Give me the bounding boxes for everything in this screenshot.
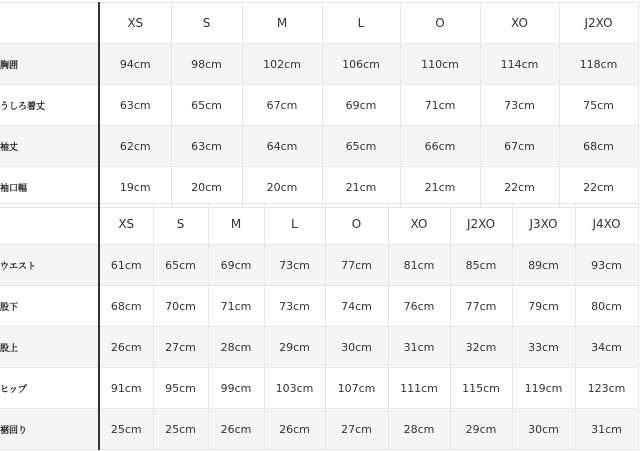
table-row xyxy=(0,85,638,126)
top-size-header: O xyxy=(400,3,480,44)
table-row xyxy=(0,409,638,450)
measurement-cell: 30cm xyxy=(512,409,575,450)
top-size-header: XO xyxy=(480,3,559,44)
measurement-cell: 31cm xyxy=(575,409,638,450)
table-row xyxy=(0,126,638,167)
top-size-header: M xyxy=(242,3,322,44)
measurement-cell: 25cm xyxy=(153,409,208,450)
row-label: 袖丈 xyxy=(0,126,99,167)
measurement-cell: 26cm xyxy=(264,409,325,450)
measurement-cell: 94cm xyxy=(99,44,171,85)
measurement-cell: 99cm xyxy=(208,368,264,409)
measurement-cell: 71cm xyxy=(208,286,264,327)
measurement-cell: 19cm xyxy=(99,167,171,208)
measurement-cell: 77cm xyxy=(450,286,512,327)
measurement-cell: 81cm xyxy=(388,245,450,286)
bottom-size-header: O xyxy=(325,204,388,245)
measurement-cell: 123cm xyxy=(575,368,638,409)
measurement-cell: 27cm xyxy=(153,327,208,368)
measurement-cell: 70cm xyxy=(153,286,208,327)
measurement-cell: 74cm xyxy=(325,286,388,327)
measurement-cell: 64cm xyxy=(242,126,322,167)
row-label: 袖口幅 xyxy=(0,167,99,208)
top-size-table xyxy=(0,2,639,208)
measurement-cell: 26cm xyxy=(208,409,264,450)
top-size-header: S xyxy=(171,3,242,44)
measurement-cell: 89cm xyxy=(512,245,575,286)
measurement-cell: 68cm xyxy=(559,126,638,167)
top-size-header-row xyxy=(0,3,638,44)
top-size-header: J2XO xyxy=(559,3,638,44)
measurement-cell: 32cm xyxy=(450,327,512,368)
measurement-cell: 63cm xyxy=(171,126,242,167)
row-label: 胸囲 xyxy=(0,44,99,85)
measurement-cell: 80cm xyxy=(575,286,638,327)
bottom-size-header: L xyxy=(264,204,325,245)
measurement-cell: 73cm xyxy=(264,286,325,327)
measurement-cell: 22cm xyxy=(480,167,559,208)
row-label: 股下 xyxy=(0,286,99,327)
measurement-cell: 110cm xyxy=(400,44,480,85)
measurement-cell: 61cm xyxy=(99,245,153,286)
bottom-size-header: J2XO xyxy=(450,204,512,245)
measurement-cell: 30cm xyxy=(325,327,388,368)
measurement-cell: 65cm xyxy=(153,245,208,286)
measurement-cell: 29cm xyxy=(450,409,512,450)
measurement-cell: 67cm xyxy=(242,85,322,126)
table-row xyxy=(0,167,638,208)
measurement-cell: 118cm xyxy=(559,44,638,85)
bottom-size-header: XS xyxy=(99,204,153,245)
top-corner-cell xyxy=(0,3,99,44)
measurement-cell: 26cm xyxy=(99,327,153,368)
measurement-cell: 21cm xyxy=(400,167,480,208)
bottom-corner-cell xyxy=(0,204,99,245)
table-row xyxy=(0,286,638,327)
table-row xyxy=(0,368,638,409)
measurement-cell: 119cm xyxy=(512,368,575,409)
bottom-size-header-row xyxy=(0,204,638,245)
measurement-cell: 93cm xyxy=(575,245,638,286)
row-label: うしろ着丈 xyxy=(0,85,99,126)
measurement-cell: 25cm xyxy=(99,409,153,450)
row-label: ヒップ xyxy=(0,368,99,409)
row-label: 裾回り xyxy=(0,409,99,450)
bottom-size-table xyxy=(0,203,639,450)
measurement-cell: 103cm xyxy=(264,368,325,409)
measurement-cell: 62cm xyxy=(99,126,171,167)
bottom-size-header: S xyxy=(153,204,208,245)
measurement-cell: 27cm xyxy=(325,409,388,450)
measurement-cell: 29cm xyxy=(264,327,325,368)
measurement-cell: 111cm xyxy=(388,368,450,409)
measurement-cell: 76cm xyxy=(388,286,450,327)
measurement-cell: 75cm xyxy=(559,85,638,126)
bottom-size-header: M xyxy=(208,204,264,245)
measurement-cell: 95cm xyxy=(153,368,208,409)
measurement-cell: 34cm xyxy=(575,327,638,368)
measurement-cell: 65cm xyxy=(322,126,400,167)
top-size-header: XS xyxy=(99,3,171,44)
measurement-cell: 68cm xyxy=(99,286,153,327)
row-label: ウエスト xyxy=(0,245,99,286)
table-row xyxy=(0,44,638,85)
measurement-cell: 91cm xyxy=(99,368,153,409)
measurement-cell: 115cm xyxy=(450,368,512,409)
table-row xyxy=(0,245,638,286)
measurement-cell: 114cm xyxy=(480,44,559,85)
measurement-cell: 79cm xyxy=(512,286,575,327)
measurement-cell: 67cm xyxy=(480,126,559,167)
measurement-cell: 31cm xyxy=(388,327,450,368)
measurement-cell: 85cm xyxy=(450,245,512,286)
measurement-cell: 98cm xyxy=(171,44,242,85)
measurement-cell: 33cm xyxy=(512,327,575,368)
measurement-cell: 63cm xyxy=(99,85,171,126)
measurement-cell: 73cm xyxy=(264,245,325,286)
measurement-cell: 66cm xyxy=(400,126,480,167)
table-row xyxy=(0,327,638,368)
bottom-size-header: J4XO xyxy=(575,204,638,245)
measurement-cell: 28cm xyxy=(208,327,264,368)
bottom-size-header: XO xyxy=(388,204,450,245)
measurement-cell: 73cm xyxy=(480,85,559,126)
measurement-cell: 69cm xyxy=(208,245,264,286)
measurement-cell: 69cm xyxy=(322,85,400,126)
measurement-cell: 20cm xyxy=(171,167,242,208)
measurement-cell: 22cm xyxy=(559,167,638,208)
measurement-cell: 21cm xyxy=(322,167,400,208)
measurement-cell: 28cm xyxy=(388,409,450,450)
bottom-size-header: J3XO xyxy=(512,204,575,245)
measurement-cell: 20cm xyxy=(242,167,322,208)
measurement-cell: 102cm xyxy=(242,44,322,85)
measurement-cell: 71cm xyxy=(400,85,480,126)
measurement-cell: 107cm xyxy=(325,368,388,409)
measurement-cell: 106cm xyxy=(322,44,400,85)
top-size-header: L xyxy=(322,3,400,44)
measurement-cell: 65cm xyxy=(171,85,242,126)
row-label: 股上 xyxy=(0,327,99,368)
measurement-cell: 77cm xyxy=(325,245,388,286)
